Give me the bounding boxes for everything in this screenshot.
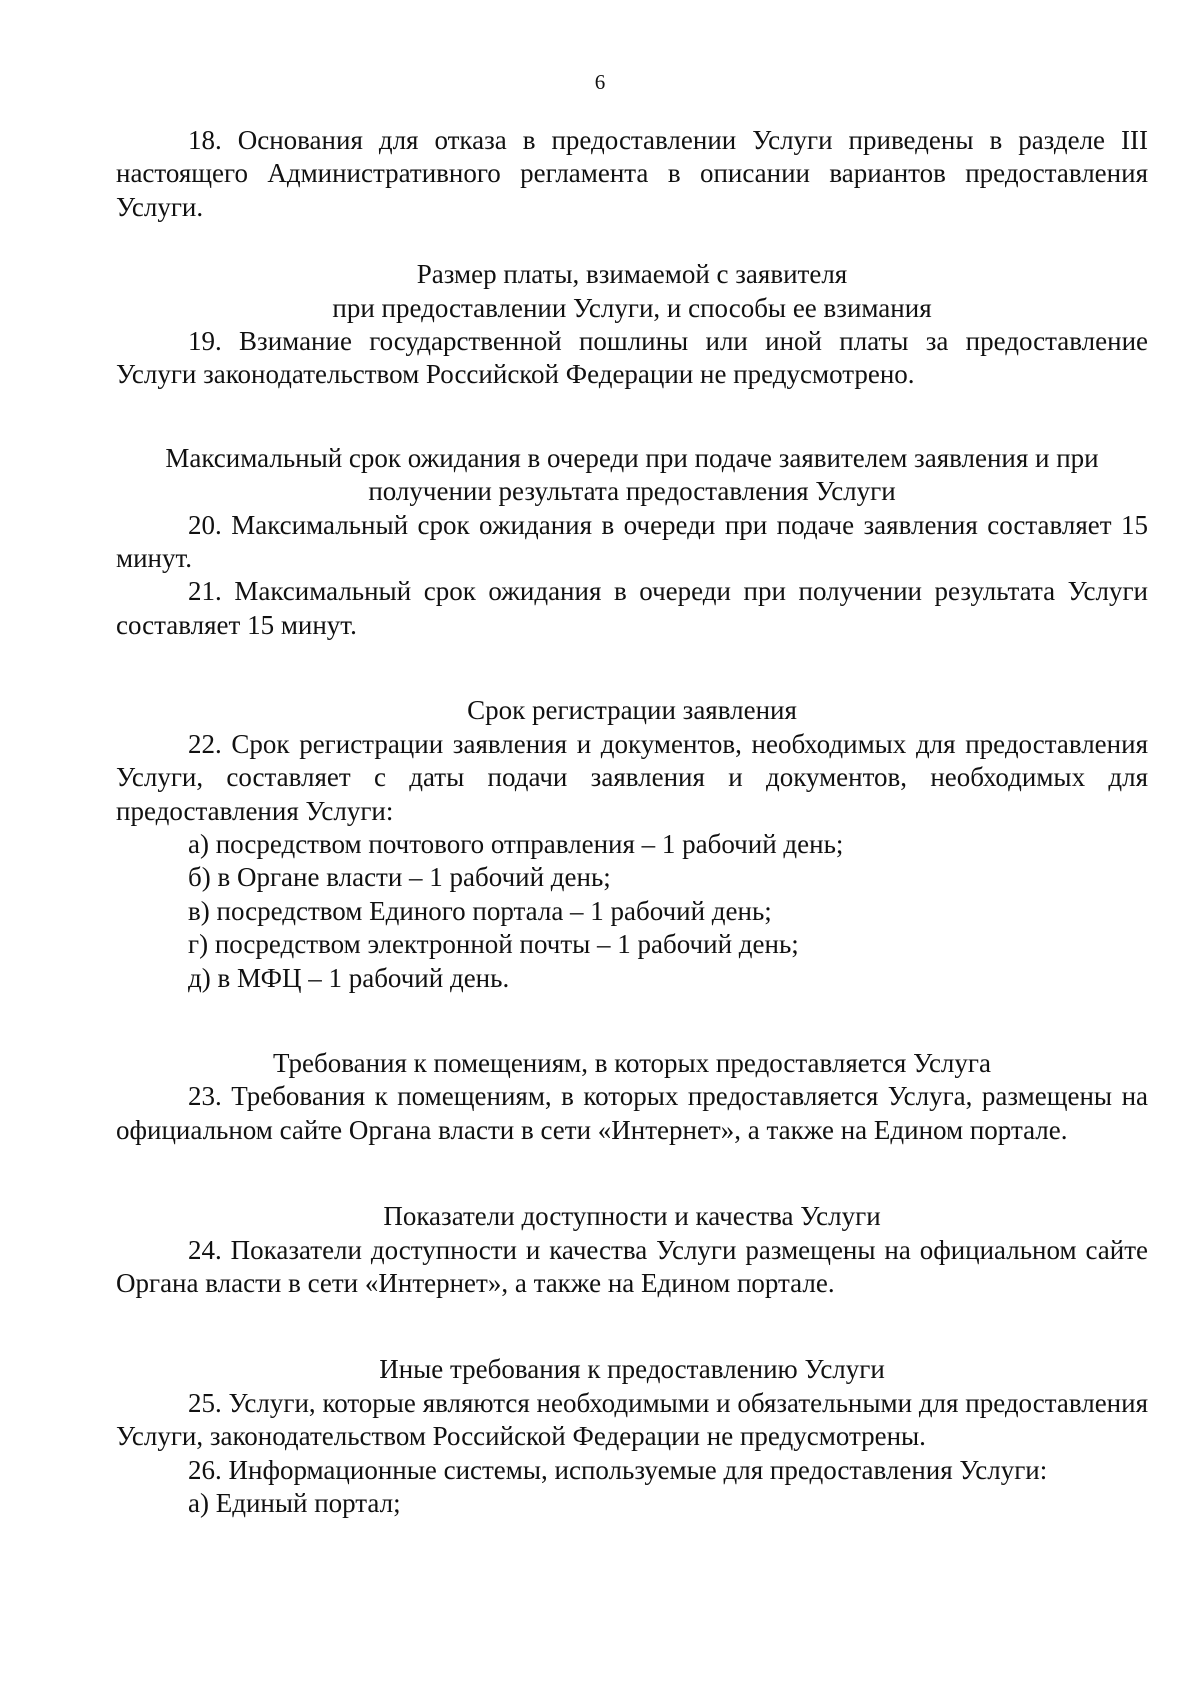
- heading-queue-line-1: Максимальный срок ожидания в очереди при подаче заявителем заявления и при: [165, 442, 1099, 473]
- list-item-22-b: б) в Органе власти – 1 рабочий день;: [188, 862, 611, 893]
- heading-other-requirements: Иные требования к предоставлению Услуги: [379, 1354, 885, 1385]
- paragraph-19: 19. Взимание государственной пошлины или иной платы за предоставление Услуги законодательством Российской Федерации не предусмотрено.: [116, 326, 1148, 390]
- heading-queue: [116, 442, 1148, 509]
- heading-quality: Показатели доступности и качества Услуги: [383, 1201, 881, 1232]
- heading-premises: Требования к помещениям, в которых предоставляется Услуга: [273, 1047, 991, 1078]
- paragraph-26: 26. Информационные системы, используемые для предоставления Услуги:: [188, 1454, 1048, 1485]
- paragraph-23: 23. Требования к помещениям, в которых предоставляется Услуга, размещены на официальном сайте Органа власти в сети «Интернет», а также на Едином портале.: [116, 1081, 1148, 1145]
- heading-fee-line-1: Размер платы, взимаемой с заявителя: [416, 259, 848, 290]
- paragraph-25: 25. Услуги, которые являются необходимыми и обязательными для предоставления Услуги, законодательством Российской Федерации не предусмотрены.: [116, 1387, 1148, 1452]
- heading-fee: [116, 258, 1148, 325]
- heading-fee-line-2: при предоставлении Услуги, и способы ее взимания: [332, 292, 932, 323]
- paragraph-21: 21. Максимальный срок ожидания в очереди при получении результата Услуги составляет 15 минут.: [116, 576, 1148, 640]
- list-item-22-e: д) в МФЦ – 1 рабочий день.: [188, 962, 510, 993]
- page-number: 6: [594, 70, 606, 94]
- heading-registration: Срок регистрации заявления: [467, 695, 797, 726]
- list-item-22-a: а) посредством почтового отправления – 1 рабочий день;: [188, 828, 844, 859]
- list-item-22-c: в) посредством Единого портала – 1 рабочий день;: [188, 895, 772, 926]
- heading-queue-line-2: получении результата предоставления Услуги: [368, 476, 896, 507]
- list-item-26-a: а) Единый портал;: [188, 1488, 401, 1518]
- document-body: [116, 124, 1148, 1520]
- paragraph-22: 22. Срок регистрации заявления и документов, необходимых для предоставления Услуги, составляет с даты подачи заявления и документов, необходимых для предоставления Услуги:: [116, 728, 1148, 826]
- paragraph-20: 20. Максимальный срок ожидания в очереди при подаче заявления составляет 15 минут.: [116, 509, 1148, 574]
- paragraph-18: 18. Основания для отказа в предоставлении Услуги приведены в разделе III настоящего Административного регламента в описании вариантов предоставления Услуги.: [116, 125, 1148, 222]
- paragraph-24: 24. Показатели доступности и качества Услуги размещены на официальном сайте Органа власти в сети «Интернет», а также на Едином портале.: [116, 1234, 1148, 1298]
- list-item-22-d: г) посредством электронной почты – 1 рабочий день;: [188, 929, 799, 960]
